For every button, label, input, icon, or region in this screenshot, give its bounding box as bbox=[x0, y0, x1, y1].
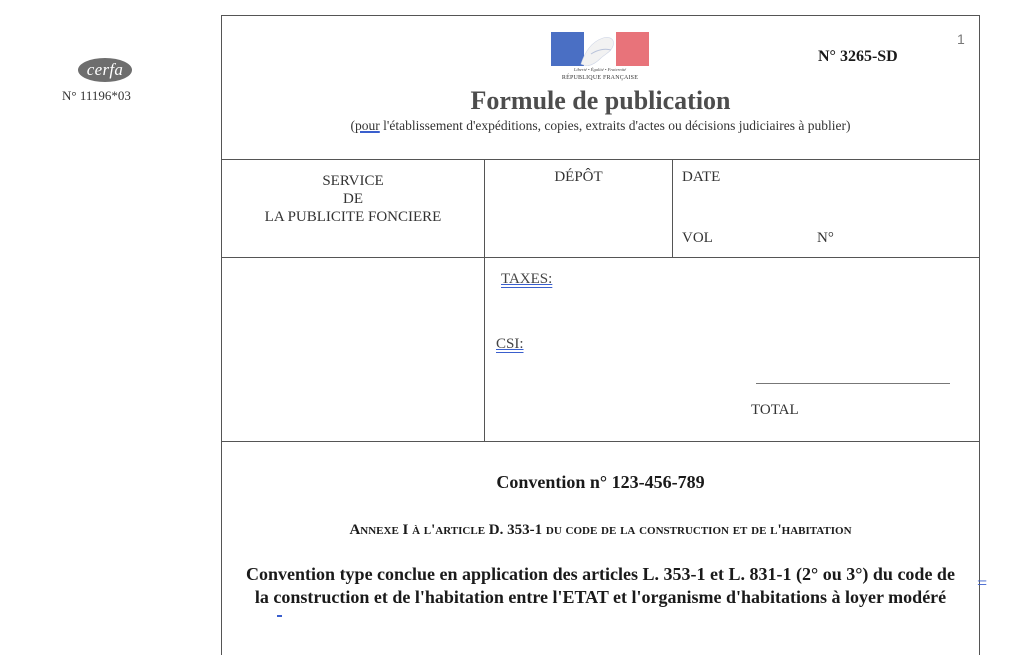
subtitle-link[interactable]: pour bbox=[355, 118, 380, 133]
total-label: TOTAL bbox=[751, 402, 799, 418]
total-line bbox=[756, 383, 950, 384]
convention-title: Convention n° 123-456-789 bbox=[496, 472, 705, 492]
annexe-heading: Annexe I à l'article D. 353-1 du code de la construction et de l'habitation bbox=[349, 522, 852, 538]
page-number: 1 bbox=[957, 31, 965, 47]
divider bbox=[221, 257, 980, 258]
form-title: Formule de publication bbox=[470, 86, 731, 115]
marianne-emblem-icon bbox=[551, 32, 649, 66]
divider bbox=[672, 159, 673, 257]
convention-type-text: Convention type conclue en application des articles L. 353-1 et L. 831-1 (2° ou 3°) du code de la construction et de l'habitation entre l'ETAT et l'organisme d'habitations à loyer modéré bbox=[246, 564, 955, 607]
emblem-motto: Liberté • Égalité • Fraternité bbox=[573, 67, 627, 72]
margin-change-mark: = bbox=[977, 573, 988, 593]
cerfa-number: N° 11196*03 bbox=[62, 88, 131, 103]
depot-label: DÉPÔT bbox=[554, 169, 603, 185]
emblem-republic: RÉPUBLIQUE FRANÇAISE bbox=[561, 75, 639, 81]
divider bbox=[484, 159, 485, 441]
divider bbox=[221, 441, 980, 442]
numero-label: N° bbox=[817, 230, 834, 246]
spellcheck-mark bbox=[277, 615, 282, 617]
date-label: DATE bbox=[682, 169, 721, 185]
taxes-label: TAXES: bbox=[501, 271, 553, 287]
form-code: N° 3265-SD bbox=[818, 48, 898, 65]
csi-label: CSI: bbox=[496, 336, 524, 352]
divider bbox=[221, 159, 980, 160]
vol-label: VOL bbox=[682, 230, 713, 246]
form-subtitle: (pour l'établissement d'expéditions, copies, extraits d'actes ou décisions judiciaires à publier) bbox=[350, 118, 851, 133]
cerfa-logo: cerfa bbox=[78, 58, 132, 82]
service-cell: SERVICE DE LA PUBLICITE FONCIERE bbox=[264, 173, 442, 225]
